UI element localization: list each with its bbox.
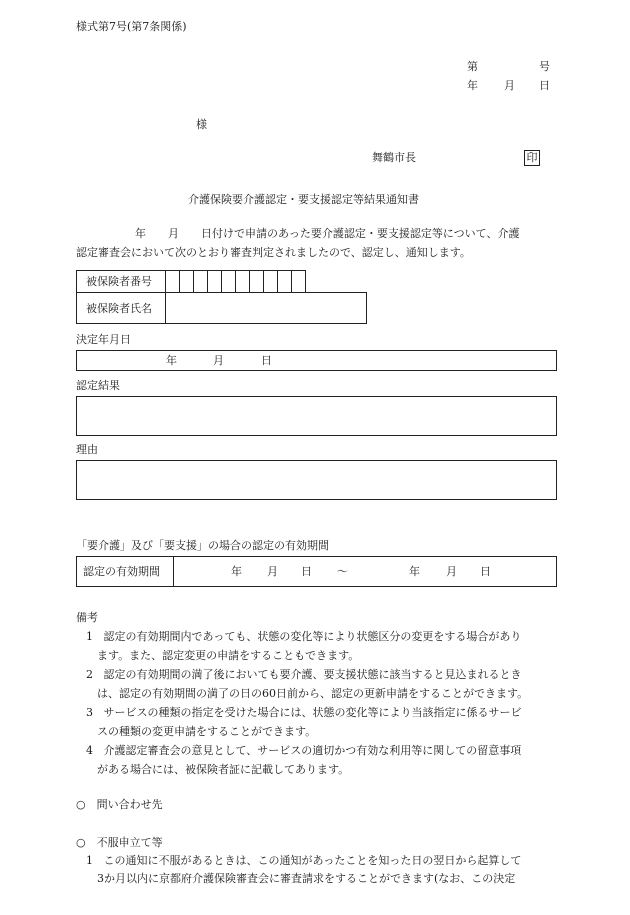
- decision-date-field[interactable]: [76, 350, 557, 371]
- insured-number-digit-box[interactable]: [207, 270, 222, 293]
- reason-label: 理由: [76, 443, 98, 456]
- recipient-suffix: 様: [196, 118, 207, 131]
- date-year: 年: [467, 79, 478, 92]
- form-number: 様式第7号(第7条関係): [76, 20, 187, 33]
- insured-number-label: 被保険者番号: [86, 275, 152, 288]
- validity-period-field[interactable]: [173, 556, 557, 587]
- validity-label-cell: [76, 556, 174, 587]
- validity-start-month: 月: [267, 565, 278, 578]
- remark-number: 1: [86, 630, 93, 643]
- insured-number-digit-box[interactable]: [263, 270, 278, 293]
- validity-heading: 「要介護」及び「要支援」の場合の認定の有効期間: [76, 539, 329, 552]
- appeal-heading: ○ 不服申立て等: [76, 836, 163, 849]
- appeal-number: 1: [86, 854, 93, 867]
- insured-name-label: 被保険者氏名: [86, 302, 152, 315]
- appeal-line: この通知に不服があるときは、この通知があったことを知った日の翌日から起算して: [103, 854, 522, 867]
- validity-end-year: 年: [409, 565, 420, 578]
- remark-number: 2: [86, 668, 93, 681]
- insured-name-label-cell: [76, 292, 166, 324]
- insured-number-digit-box[interactable]: [193, 270, 208, 293]
- date-month: 月: [504, 79, 515, 92]
- remark-line: サービスの種類の指定を受けた場合には、状態の変化等により当該指定に係るサービ: [103, 706, 522, 719]
- insured-number-digit-box[interactable]: [179, 270, 194, 293]
- insured-name-field[interactable]: [165, 292, 367, 324]
- decision-date-year: 年: [166, 354, 177, 367]
- appeal-line: 3か月以内に京都府介護保険審査会に審査請求をすることができます(なお、この決定: [97, 872, 516, 885]
- contact-heading: ○ 問い合わせ先: [76, 798, 163, 811]
- validity-start-year: 年: [231, 565, 242, 578]
- remark-item: [86, 627, 556, 665]
- remark-line: 認定の有効期間内であっても、状態の変化等により状態区分の変更をする場合があり: [103, 630, 522, 643]
- insured-number-digit-box[interactable]: [235, 270, 250, 293]
- remark-item: [86, 703, 556, 741]
- validity-end-day: 日: [480, 565, 491, 578]
- remark-item: [86, 741, 556, 779]
- intro-line-2: 認定審査会において次のとおり審査判定されましたので、認定し、通知します。: [76, 246, 471, 259]
- appeal-item: [86, 852, 556, 888]
- issuer-name: 舞鶴市長: [372, 151, 416, 164]
- document-title: 介護保険要介護認定・要支援認定等結果通知書: [188, 193, 419, 206]
- remark-line: ます。また、認定変更の申請をすることもできます。: [97, 649, 360, 662]
- doc-number-dai: 第: [467, 60, 478, 73]
- certification-result-label: 認定結果: [76, 379, 120, 392]
- remark-item: [86, 665, 556, 703]
- validity-end-month: 月: [446, 565, 457, 578]
- insured-number-digit-box[interactable]: [165, 270, 180, 293]
- validity-tilde: 〜: [337, 565, 348, 578]
- intro-line-1: 年 月 日付けで申請のあった要介護認定・要支援認定等について、介護: [135, 227, 520, 240]
- validity-label: 認定の有効期間: [83, 565, 160, 578]
- decision-date-label: 決定年月日: [76, 333, 131, 346]
- decision-date-month: 月: [213, 354, 224, 367]
- insured-number-digit-box[interactable]: [249, 270, 264, 293]
- seal-stamp: 印: [524, 150, 540, 166]
- remark-line: 介護認定審査会の意見として、サービスの適切かつ有効な利用等に関しての留意事項: [103, 744, 522, 757]
- date-day: 日: [539, 79, 550, 92]
- remark-number: 4: [86, 744, 93, 757]
- remark-number: 3: [86, 706, 93, 719]
- insured-number-digit-box[interactable]: [221, 270, 236, 293]
- doc-number-go: 号: [539, 60, 550, 73]
- insured-number-digit-box[interactable]: [277, 270, 292, 293]
- decision-date-day: 日: [261, 354, 272, 367]
- remark-line: スの種類の変更申請をすることができます。: [97, 725, 317, 738]
- insured-number-label-cell: [76, 270, 166, 293]
- remarks-heading: 備考: [76, 611, 98, 624]
- remark-line: は、認定の有効期間の満了の日の60日前から、認定の更新申請をすることができます。: [97, 687, 529, 700]
- remark-line: 認定の有効期間の満了後においても要介護、要支援状態に該当すると見込まれるとき: [103, 668, 522, 681]
- reason-field[interactable]: [76, 460, 557, 500]
- remark-line: がある場合には、被保険者証に記載してあります。: [97, 763, 350, 776]
- insured-number-digit-box[interactable]: [291, 270, 306, 293]
- validity-start-day: 日: [301, 565, 312, 578]
- certification-result-field[interactable]: [76, 396, 557, 436]
